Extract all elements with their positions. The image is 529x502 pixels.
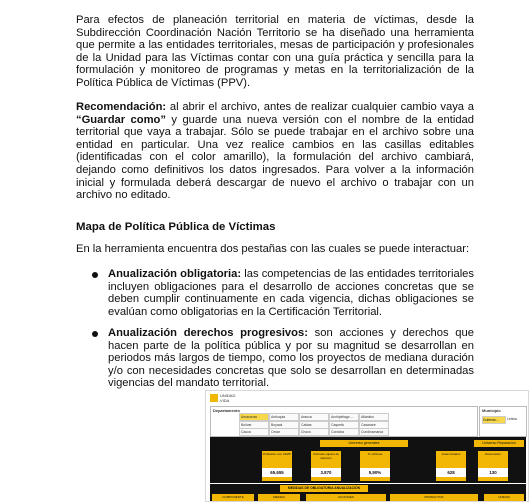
department-cell[interactable]: Bolívar: [239, 421, 269, 429]
department-cell[interactable]: Boyacá: [269, 421, 299, 429]
section-intro: En la herramienta encuentra dos pestañas con las cuales se puede interactuar:: [76, 243, 470, 255]
metric-card: [262, 451, 292, 481]
municipality-title: Municipio: [482, 408, 501, 413]
universe-general-header: Universo generales: [320, 440, 408, 447]
department-cell[interactable]: Cesar: [269, 428, 299, 436]
bullet-item-progresivos: [108, 327, 474, 390]
municipality-selector: [479, 406, 527, 437]
metric-value: 5,90%: [360, 468, 390, 477]
metric-card: [360, 451, 390, 481]
department-cell[interactable]: Atlántico: [359, 413, 389, 421]
department-cell[interactable]: Antioquia: [269, 413, 299, 421]
bullet-label: Anualización derechos progresivos:: [108, 327, 308, 339]
obligatory-title: MEDIDAS DE OBLIGATORIA ANUALIZACIÓN: [280, 485, 368, 492]
department-cell[interactable]: Chocó: [299, 428, 329, 436]
metric-value: 65.655: [262, 468, 292, 477]
column-header: PRODUCTOS: [390, 494, 478, 501]
bullet-icon: [92, 272, 98, 278]
column-header: COMPONENTE: [212, 494, 254, 501]
department-cell[interactable]: Arauca: [299, 413, 329, 421]
department-cell[interactable]: Caldas: [299, 421, 329, 429]
department-cell[interactable]: Casanare: [359, 421, 389, 429]
department-cell[interactable]: Caquetá: [329, 421, 359, 429]
metric-card: [311, 451, 341, 481]
municipality-extra: Leticia: [507, 417, 517, 421]
metric-value: 3.870: [311, 468, 341, 477]
summary-band: [210, 437, 526, 483]
column-header: ACCIONES: [306, 494, 386, 501]
recommendation-text-1: al abrir el archivo, antes de realizar cualquier cambio vaya a: [166, 101, 474, 113]
metric-value: 130: [478, 468, 508, 477]
recommendation-paragraph: [76, 101, 474, 202]
department-title: Departamento: [213, 408, 240, 413]
department-selector: [210, 406, 478, 437]
department-cell[interactable]: Archipiélago ...: [329, 413, 359, 421]
municipality-value: Guiteras...: [482, 416, 506, 424]
metric-value: 628: [436, 468, 466, 477]
bullet-item-obligatoria: [108, 268, 474, 318]
column-header: UNIDAD: [484, 494, 524, 501]
logo: [210, 394, 250, 406]
obligatory-band: [210, 484, 526, 501]
logo-icon: [210, 394, 218, 402]
save-as-label: “Guardar como”: [76, 113, 166, 126]
bullet-text: las competencias de las entidades territoriales incluyen obligaciones para el desarrollo de acciones concretas que se deben cumplir continuamente en cada vigencia, dichas obligaciones se evalúan como obligatorias en la Certificación Territorial.: [108, 268, 474, 318]
recommendation-label: Recomendación:: [76, 101, 167, 113]
bullet-label: Anualización obligatoria:: [108, 268, 242, 280]
department-cell[interactable]: Cauca: [239, 428, 269, 436]
department-cell[interactable]: Córdoba: [329, 428, 359, 436]
metric-label: Retornados: [485, 452, 501, 456]
metric-label: % víctimas: [367, 452, 383, 456]
bullet-icon: [92, 331, 98, 337]
recommendation-text-2: y guarde una nueva versión con el nombre de la entidad territorial que vaya a trabajar. Sólo se puede trabajar en el archivo sobre una entidad en particular. Una vez realice cambios en las casillas editables (identificadas con el color amarillo), la formulación del archivo cambiará, dejando como definitivos los datos ingresados. Para volver a la información inicial y formulada deberá descargar de nuevo el archivo o trabajar con un archivo no editado.: [76, 113, 474, 202]
bullet-text: son acciones y derechos que hacen parte de la política pública y por su magnitud se desarrollan en periodos más largos de tiempo, como los proyectos de mediana duración y/o con necesidades concretas que solo se desarrollan en determinadas vigencias del mandato territorial.: [108, 327, 474, 390]
department-cell[interactable]: Cundinamarca: [359, 428, 389, 436]
universe-reparation-header: Universo Reparación: [474, 440, 524, 447]
logo-line2: VIDA: [220, 398, 230, 403]
metric-card: [436, 451, 466, 481]
metric-label: Indemnizados: [441, 452, 461, 456]
section-heading: Mapa de Política Pública de Víctimas: [76, 221, 276, 233]
intro-paragraph: Para efectos de planeación territorial en materia de víctimas, desde la Subdirección Coordinación Nación Territorio se ha diseñado una herramienta que permite a las entidades territoriales, mesas de participación y profesionales de la Unidad para las Víctimas contar con una guía práctica y sencilla para la formulación y monitoreo de programas y metas en la territorialización de la Política Pública de Víctimas (PPV).: [76, 14, 474, 89]
metric-label: Víctimas sujetos de atención: [312, 452, 339, 460]
metric-label: Población con LSMP: [263, 452, 291, 456]
tool-screenshot: [205, 390, 529, 502]
metric-card: [478, 451, 508, 481]
department-cell[interactable]: Amazonas: [239, 413, 269, 421]
column-header: MEDIDA: [258, 494, 300, 501]
logo-line1: UNIDAD: [220, 393, 236, 398]
